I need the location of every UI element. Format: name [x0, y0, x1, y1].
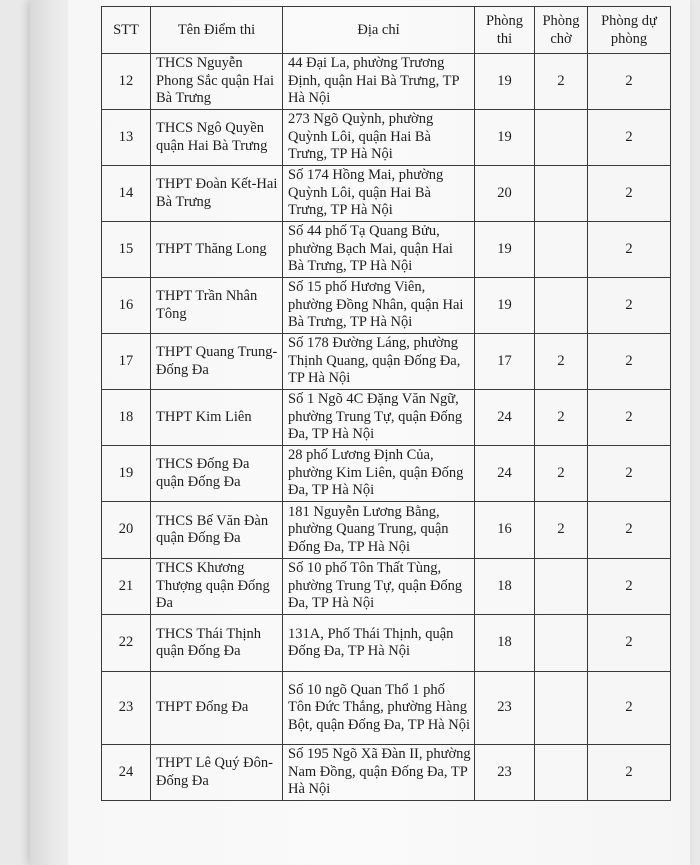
cell-address: Số 44 phố Tạ Quang Bửu, phường Bạch Mai, quận Hai Bà Trưng, TP Hà Nội	[283, 222, 475, 278]
cell-waiting-rooms	[535, 110, 588, 166]
cell-address: 131A, Phố Thái Thịnh, quận Đống Đa, TP Hà Nội	[283, 615, 475, 672]
cell-address: 44 Đại La, phường Trương Định, quận Hai Bà Trưng, TP Hà Nội	[283, 54, 475, 110]
cell-exam-rooms: 20	[475, 166, 535, 222]
cell-exam-rooms: 19	[475, 278, 535, 334]
cell-exam-rooms: 24	[475, 390, 535, 446]
cell-waiting-rooms	[535, 745, 588, 801]
cell-stt: 17	[102, 334, 151, 390]
table-row	[102, 559, 671, 615]
table-row	[102, 54, 671, 110]
cell-reserve-rooms: 2	[588, 446, 671, 502]
cell-exam-rooms: 23	[475, 745, 535, 801]
table-row	[102, 615, 671, 672]
cell-stt: 13	[102, 110, 151, 166]
header-stt: STT	[102, 7, 151, 54]
cell-waiting-rooms: 2	[535, 334, 588, 390]
header-reserve-rooms: Phòng dự phòng	[588, 7, 671, 54]
cell-stt: 15	[102, 222, 151, 278]
cell-reserve-rooms: 2	[588, 502, 671, 559]
cell-venue-name: THPT Quang Trung-Đống Đa	[151, 334, 283, 390]
table-row	[102, 334, 671, 390]
table-row	[102, 222, 671, 278]
header-exam-rooms: Phòng thi	[475, 7, 535, 54]
cell-reserve-rooms: 2	[588, 110, 671, 166]
cell-waiting-rooms	[535, 222, 588, 278]
cell-reserve-rooms: 2	[588, 672, 671, 745]
cell-exam-rooms: 17	[475, 334, 535, 390]
cell-address: 28 phố Lương Định Của, phường Kim Liên, quận Đống Đa, TP Hà Nội	[283, 446, 475, 502]
cell-stt: 24	[102, 745, 151, 801]
cell-waiting-rooms	[535, 166, 588, 222]
cell-waiting-rooms: 2	[535, 54, 588, 110]
cell-address: Số 195 Ngõ Xã Đàn II, phường Nam Đồng, quận Đống Đa, TP Hà Nội	[283, 745, 475, 801]
cell-exam-rooms: 19	[475, 222, 535, 278]
cell-stt: 22	[102, 615, 151, 672]
cell-exam-rooms: 24	[475, 446, 535, 502]
cell-venue-name: THPT Đoàn Kết-Hai Bà Trưng	[151, 166, 283, 222]
header-waiting-rooms: Phòng chờ	[535, 7, 588, 54]
cell-venue-name: THPT Trần Nhân Tông	[151, 278, 283, 334]
cell-exam-rooms: 19	[475, 54, 535, 110]
cell-exam-rooms: 16	[475, 502, 535, 559]
cell-address: Số 15 phố Hương Viên, phường Đồng Nhân, quận Hai Bà Trưng, TP Hà Nội	[283, 278, 475, 334]
cell-venue-name: THCS Ngô Quyền quận Hai Bà Trưng	[151, 110, 283, 166]
table-row	[102, 390, 671, 446]
cell-stt: 19	[102, 446, 151, 502]
table-row	[102, 166, 671, 222]
cell-stt: 16	[102, 278, 151, 334]
cell-waiting-rooms: 2	[535, 502, 588, 559]
cell-waiting-rooms	[535, 672, 588, 745]
cell-venue-name: THCS Nguyễn Phong Sắc quận Hai Bà Trưng	[151, 54, 283, 110]
cell-waiting-rooms: 2	[535, 446, 588, 502]
cell-venue-name: THPT Đống Đa	[151, 672, 283, 745]
cell-waiting-rooms	[535, 615, 588, 672]
cell-stt: 14	[102, 166, 151, 222]
cell-address: Số 10 ngõ Quan Thổ 1 phố Tôn Đức Thắng, phường Hàng Bột, quận Đống Đa, TP Hà Nội	[283, 672, 475, 745]
cell-reserve-rooms: 2	[588, 615, 671, 672]
cell-reserve-rooms: 2	[588, 166, 671, 222]
cell-stt: 18	[102, 390, 151, 446]
cell-venue-name: THCS Khương Thượng quận Đống Đa	[151, 559, 283, 615]
cell-exam-rooms: 18	[475, 559, 535, 615]
table-row	[102, 672, 671, 745]
header-address: Địa chỉ	[283, 7, 475, 54]
cell-exam-rooms: 23	[475, 672, 535, 745]
cell-stt: 21	[102, 559, 151, 615]
cell-address: 273 Ngõ Quỳnh, phường Quỳnh Lôi, quận Hai Bà Trưng, TP Hà Nội	[283, 110, 475, 166]
page-edge-shadow	[30, 0, 68, 865]
cell-venue-name: THPT Kim Liên	[151, 390, 283, 446]
table-row	[102, 502, 671, 559]
cell-venue-name: THPT Thăng Long	[151, 222, 283, 278]
header-venue-name: Tên Điểm thi	[151, 7, 283, 54]
cell-reserve-rooms: 2	[588, 334, 671, 390]
cell-reserve-rooms: 2	[588, 745, 671, 801]
cell-reserve-rooms: 2	[588, 222, 671, 278]
table-row	[102, 745, 671, 801]
cell-exam-rooms: 18	[475, 615, 535, 672]
cell-venue-name: THCS Thái Thịnh quận Đống Đa	[151, 615, 283, 672]
cell-venue-name: THCS Đống Đa quận Đống Đa	[151, 446, 283, 502]
table-row	[102, 278, 671, 334]
exam-venue-table	[101, 6, 671, 801]
cell-venue-name: THCS Bế Văn Đàn quận Đống Đa	[151, 502, 283, 559]
cell-waiting-rooms	[535, 278, 588, 334]
cell-stt: 20	[102, 502, 151, 559]
cell-reserve-rooms: 2	[588, 278, 671, 334]
table-row	[102, 446, 671, 502]
cell-address: Số 1 Ngõ 4C Đặng Văn Ngữ, phường Trung Tự, quận Đống Đa, TP Hà Nội	[283, 390, 475, 446]
cell-stt: 23	[102, 672, 151, 745]
cell-address: Số 174 Hồng Mai, phường Quỳnh Lôi, quận Hai Bà Trưng, TP Hà Nội	[283, 166, 475, 222]
table-header-row	[102, 7, 671, 54]
cell-address: Số 178 Đường Láng, phường Thịnh Quang, quận Đống Đa, TP Hà Nội	[283, 334, 475, 390]
cell-reserve-rooms: 2	[588, 559, 671, 615]
cell-address: Số 10 phố Tôn Thất Tùng, phường Trung Tự, quận Đống Đa, TP Hà Nội	[283, 559, 475, 615]
cell-reserve-rooms: 2	[588, 390, 671, 446]
cell-venue-name: THPT Lê Quý Đôn-Đống Đa	[151, 745, 283, 801]
table-row	[102, 110, 671, 166]
cell-address: 181 Nguyễn Lương Bằng, phường Quang Trung, quận Đống Đa, TP Hà Nội	[283, 502, 475, 559]
cell-waiting-rooms: 2	[535, 390, 588, 446]
cell-exam-rooms: 19	[475, 110, 535, 166]
cell-reserve-rooms: 2	[588, 54, 671, 110]
cell-waiting-rooms	[535, 559, 588, 615]
cell-stt: 12	[102, 54, 151, 110]
